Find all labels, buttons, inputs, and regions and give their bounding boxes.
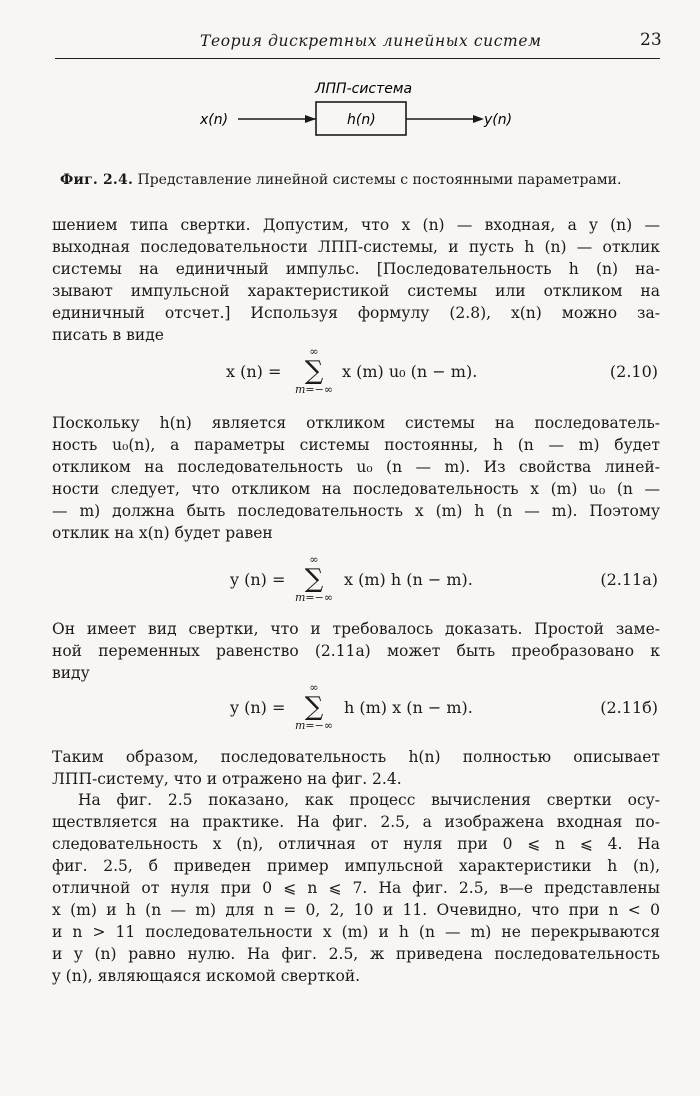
sum-lower-limit: m=−∞ [294,591,334,604]
summation [284,346,344,396]
text-line: Таким образом, последовательность h(n) полностью описывает [52,748,660,766]
system-label: ЛПП-система [315,81,413,97]
paragraph-3 [52,618,660,684]
text-line: ной переменных равенство (2.11a) может быть преобразовано к [52,642,660,660]
equation-lhs: y (n) = [230,570,286,589]
paragraph-2 [52,412,660,544]
text-line: отклик на x(n) будет равен [52,524,273,542]
figure-caption [60,172,680,188]
summation [284,682,344,732]
paragraph-1 [52,214,660,346]
equation-lhs: x (n) = [226,362,282,381]
sigma-symbol: ∑ [304,564,324,594]
text-line: фиг. 2.5, б приведен пример импульсной характеристики h (n), [52,857,660,875]
sum-lower-limit: m=−∞ [294,719,334,732]
sum-upper-limit: ∞ [309,681,319,694]
sum-upper-limit: ∞ [309,553,319,566]
text-line: ЛПП-систему, что и отражено на фиг. 2.4. [52,770,402,788]
equation-number: (2.11a) [600,570,658,589]
input-label: x(n) [200,112,229,128]
equation-2-11a [0,554,700,614]
sigma-symbol: ∑ [304,692,324,722]
output-label: y(n) [484,112,513,128]
paragraph-4 [52,746,660,790]
text-line: следовательность x (n), отличная от нуля при 0 ⩽ n ⩽ 4. На [52,835,660,853]
text-line: На фиг. 2.5 показано, как процесс вычисления свертки осу- [78,791,660,809]
text-line: и y (n) равно нулю. На фиг. 2.5, ж приведена последовательность [52,945,660,963]
sum-upper-limit: ∞ [309,345,319,358]
text-line: откликом на последовательность u₀ (n — m). Из свойства линей- [52,458,660,476]
text-line: x (m) и h (n — m) для n = 0, 2, 10 и 11. Очевидно, что при n < 0 [52,901,660,919]
sum-lower-limit: m=−∞ [294,383,334,396]
text-line: Поскольку h(n) является откликом системы на последователь- [52,414,660,432]
text-line: зывают импульсной характеристикой системы или откликом на [52,282,660,300]
equation-number: (2.11б) [600,698,658,717]
text-line: и n > 11 последовательности x (m) и h (n — m) не перекрываются [52,923,660,941]
text-line: ности следует, что откликом на последовательность x (m) u₀ (n — [52,480,660,498]
text-line: — m) должна быть последовательность x (m) h (n — m). Поэтому [52,502,660,520]
equation-rhs: x (m) u₀ (n − m). [342,362,478,381]
equation-rhs: x (m) h (n − m). [344,570,473,589]
text-line: писать в виде [52,326,164,344]
output-arrowhead [473,115,484,123]
page-number: 23 [640,30,662,50]
input-arrowhead [305,115,316,123]
equation-lhs: y (n) = [230,698,286,717]
text-line: выходная последовательности ЛПП-системы, и пусть h (n) — отклик [52,238,660,256]
text-line: системы на единичный импульс. [Последовательность h (n) на- [52,260,660,278]
text-line: ность u₀(n), а параметры системы постоянны, h (n — m) будет [52,436,660,454]
block-diagram [0,0,700,170]
paragraph-5 [52,789,660,987]
sigma-symbol: ∑ [304,356,324,386]
equation-2-11b [0,682,700,742]
equation-2-10 [0,346,700,406]
text-line: Он имеет вид свертки, что и требовалось доказать. Простой заме- [52,620,660,638]
text-line: ществляется на практике. На фиг. 2.5, а изображена входная по- [52,813,660,831]
text-line: виду [52,664,90,682]
equation-rhs: h (m) x (n − m). [344,698,473,717]
caption-label: Фиг. 2.4. [60,172,134,188]
text-line: единичный отсчет.] Используя формулу (2.8), x(n) можно за- [52,304,660,322]
text-line: шением типа свертки. Допустим, что x (n) — входная, а y (n) — [52,216,660,234]
summation [284,554,344,604]
text-line: отличной от нуля при 0 ⩽ n ⩽ 7. На фиг. 2.5, в—е представлены [52,879,660,897]
running-title: Теория дискретных линейных систем [200,32,542,50]
block-label: h(n) [347,112,376,128]
caption-text: Представление линейной системы с постоянными параметрами. [137,172,622,188]
text-line: y (n), являющаяся искомой сверткой. [52,967,361,985]
equation-number: (2.10) [609,362,658,381]
